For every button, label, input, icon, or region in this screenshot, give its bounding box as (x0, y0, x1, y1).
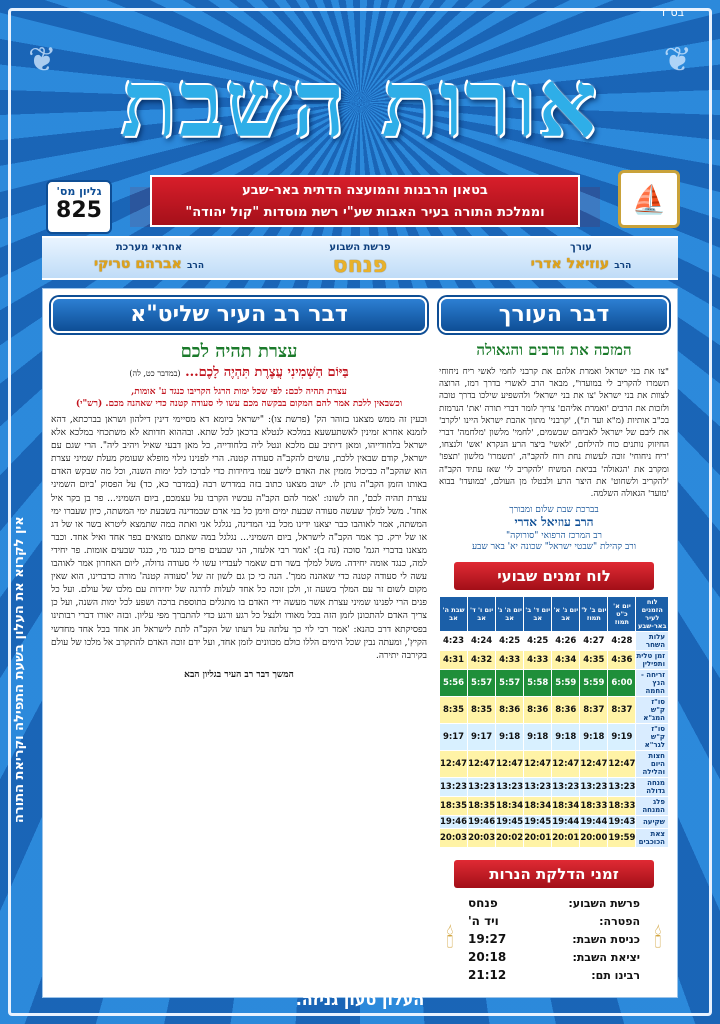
zmanim-cell: 4:34 (552, 651, 580, 670)
ribbon-line-1: בטאון הרבנות והמועצה הדתית באר-שבע (242, 183, 488, 198)
zmanim-cell: 5:57 (468, 670, 496, 697)
zmanim-row (440, 778, 669, 797)
zmanim-row (440, 829, 669, 848)
zmanim-day-header: יום ג' א' אב (552, 597, 580, 632)
zmanim-cell: 4:33 (524, 651, 552, 670)
zmanim-heading: לוח זמנים שבועי (454, 562, 654, 590)
zmanim-cell: 12:47 (468, 751, 496, 778)
candles-key: כניסת השבת: (572, 932, 640, 946)
editor-cell (506, 242, 656, 272)
zmanim-row (440, 670, 669, 697)
rashi-line-2: וכשבאין ללכת אמר להם המקום בבקשה מכם עשו לי סעודה קטנה כדי שאהנה מכם. (רש"י) (75, 399, 403, 409)
corner-ornament-icon: ❦ (28, 40, 57, 80)
zmanim-row (440, 724, 669, 751)
content-page (42, 288, 678, 998)
zmanim-cell: 9:17 (468, 724, 496, 751)
zmanim-cell: 18:35 (440, 797, 468, 816)
zmanim-cell: 13:23 (440, 778, 468, 797)
rav-column (51, 297, 427, 680)
zmanim-row-label: סו"ז ק"ש המג"א (636, 697, 669, 724)
zmanim-cell: 13:23 (468, 778, 496, 797)
info-bar (42, 236, 678, 280)
editor-subheading: המזכה את הרבים והגאולה (476, 341, 632, 359)
parasha-label: פרשת השבוע (329, 242, 391, 253)
zmanim-cell: 18:33 (580, 797, 608, 816)
zmanim-cell: 8:35 (468, 697, 496, 724)
zmanim-row-label: מנחה גדולה (636, 778, 669, 797)
zmanim-cell: 5:56 (440, 670, 468, 697)
ribbon-line-2: וממלכת התורה בעיר האבות שע"י רשת מוסדות "קול יהודה" (185, 205, 545, 220)
candles-value: 20:18 (468, 950, 507, 965)
issue-label: גליון מס' (56, 185, 102, 198)
resp-name: אברהם טריקי (93, 256, 182, 272)
zmanim-row-label: זריחה - הנץ החמה (636, 670, 669, 697)
zmanim-cell: 18:33 (608, 797, 636, 816)
candles-key: פרשת השבוע: (568, 896, 640, 910)
issue-box (46, 180, 112, 234)
parasha-cell (285, 242, 435, 278)
verse-ref: (במדבר כט, לה) (129, 369, 181, 378)
zmanim-cell: 4:36 (608, 651, 636, 670)
zmanim-row-label: חצות היום והלילה (636, 751, 669, 778)
editor-label: עורך (570, 242, 592, 253)
zmanim-day-header: יום ד' ב' אב (524, 597, 552, 632)
candles-row (465, 930, 643, 948)
zmanim-row (440, 651, 669, 670)
candles-row (465, 894, 643, 912)
ship-emblem-icon: ⛵ (618, 170, 680, 228)
zmanim-row (440, 697, 669, 724)
zmanim-cell: 19:43 (608, 817, 636, 828)
zmanim-cell: 20:01 (524, 829, 552, 848)
candles-row (465, 912, 643, 930)
parasha-name: פנחס (332, 253, 388, 278)
zmanim-cell: 12:47 (440, 751, 468, 778)
zmanim-cell: 18:34 (552, 797, 580, 816)
zmanim-cell: 8:35 (440, 697, 468, 724)
zmanim-cell: 12:47 (524, 751, 552, 778)
zmanim-corner: לוח הזמנים לעיר באר-שבע (636, 597, 669, 632)
zmanim-cell: 12:47 (552, 751, 580, 778)
zmanim-cell: 4:31 (440, 651, 468, 670)
zmanim-cell: 18:34 (496, 797, 524, 816)
zmanim-cell: 5:57 (496, 670, 524, 697)
editor-column (439, 297, 669, 984)
zmanim-cell: 4:25 (496, 632, 524, 651)
sig-line-2: ורב קהילת "שבטי ישראל" שכונה יא' באר שבע (471, 542, 637, 553)
zmanim-table (439, 596, 669, 848)
zmanim-cell: 19:59 (608, 829, 636, 848)
zmanim-cell: 4:23 (440, 632, 468, 651)
zmanim-cell: 20:02 (496, 829, 524, 848)
zmanim-cell: 9:18 (496, 724, 524, 751)
candles-value: 19:27 (468, 932, 507, 947)
zmanim-cell: 5:59 (580, 670, 608, 697)
rashi-quote (51, 386, 427, 410)
zmanim-cell: 13:23 (552, 778, 580, 797)
zmanim-cell: 13:23 (496, 778, 524, 797)
zmanim-day-header: יום א' כ"ט תמוז (608, 597, 636, 632)
candle-icon: 🕯 (654, 923, 662, 954)
candles-row (465, 966, 643, 984)
zmanim-cell: 18:35 (468, 797, 496, 816)
zmanim-row-label: שקיעה (636, 816, 669, 829)
zmanim-cell: 4:32 (468, 651, 496, 670)
zmanim-cell: 8:36 (552, 697, 580, 724)
publisher-ribbon (150, 175, 580, 227)
zmanim-cell: 8:37 (608, 697, 636, 724)
zmanim-cell: 4:24 (468, 632, 496, 651)
editor-name: עוזיאל אדרי (530, 256, 610, 272)
candles-heading: זמני הדלקת הנרות (454, 860, 654, 888)
candles-key: רבינו תם: (591, 968, 640, 982)
zmanim-cell: 4:33 (496, 651, 524, 670)
zmanim-cell: 20:03 (468, 829, 496, 848)
candles-value: 21:12 (468, 968, 507, 983)
zmanim-cell: 9:17 (440, 724, 468, 751)
zmanim-day-header: שבת ה' אב (440, 597, 468, 632)
bsd-mark: בס"ד (659, 6, 684, 19)
zmanim-row-label: סו"ז ק"ש לגר"א (636, 724, 669, 751)
zmanim-cell: 20:03 (440, 829, 468, 848)
zmanim-cell: 4:35 (580, 651, 608, 670)
candles-value: ויד ה' (468, 914, 499, 929)
publication-title: אורות השבת (121, 50, 599, 158)
rav-verse (51, 364, 427, 380)
zmanim-cell: 12:47 (496, 751, 524, 778)
zmanim-cell: 12:47 (580, 751, 608, 778)
sig-pre: בברכת שבת שלום ומבורך (509, 505, 599, 516)
zmanim-cell: 9:18 (580, 724, 608, 751)
zmanim-row-label: צאת הכוכבים (636, 829, 669, 848)
zmanim-cell: 4:26 (552, 632, 580, 651)
zmanim-cell: 9:18 (552, 724, 580, 751)
zmanim-cell: 4:25 (524, 632, 552, 651)
zmanim-cell: 8:37 (580, 697, 608, 724)
corner-ornament-icon: ❦ (663, 40, 692, 80)
zmanim-header-row (440, 597, 669, 632)
zmanim-cell: 19:44 (552, 817, 580, 828)
zmanim-cell: 8:36 (524, 697, 552, 724)
zmanim-day-header: יום ה' ג' אב (496, 597, 524, 632)
zmanim-day-header: יום ב' ל' תמוז (580, 597, 608, 632)
side-notice: אין לקרוא את העלון בשעת התפילה וקריאת התורה (12, 516, 27, 824)
editor-body: "צו את בני ישראל ואמרת אלהם את קרבני לחמי לאשי ריח ניחוחי תשמרו להקריב לי במועדו", מבאר הרב לאשרי בדרך רמז, הרוצה לצוות את בני ישראל 'צו את בני ישראל' ולהשפיע שילכו בדרך טובה ולזכות את הרבים 'ואמרת אליהם' צריך לומר דברי תורה 'את' הנרמזת בכ"ב אותיות (מ"א ועד ת"), 'קרבני' מתוך אהבת ישראל היינו 'לקרב' את ליבם של ישראל לאביהם שבשמים, 'לחמי' מלשון 'מלחמה' דברי החיזוק נותנים כוח להילחם, 'לאשי' ביצר הרע הנקרא 'אש' ולנצחו, 'ריח ניחוחי' זוכה לעשות נחת רוח להקב"ה, 'תשמרו' מלשון 'תצפו' ומקרב את 'הגאולה' בביאת המשיח 'להקריב לי' שאז עתיד הקב"ה 'להקריב ולשחוט' את היצר הרע ולבטלו מן העולם, 'במועדו' בבוא 'מועד' הגאולה השלמה. (439, 367, 669, 500)
footer-note: העלון טעון גניזה. (295, 990, 425, 1009)
candles-key: הפטרה: (599, 914, 640, 928)
rav-body: וכעין זה ממש מצאנו בזוהר הק' (פרשת צו): "ישראל ביומא דא מסיימי דינין דילהון ושראן בברכתא, דהא לזמנא אחרא זמינין לאשתעשעא במלכא לנטלא ברכאן לכל שתא. ובההוא חדותא לא משתכחי במלכא אלא ישראל בלחודייהו, ומאן דיתיב עם מלכא ונטל ליה בלחודייה, כל מאן דבעי שאיל ויהיב ליה". הרי שגם עם ישראל, קודם שבאין ללכת, עושים להקב"ה סעודה קטנה. הרי לפנינו גילוי מופלא שעומק מעלת שמיני עצרת הוא שהקב"ה כביכול מזמין את האדם לישב עמו ביחידות כדי לברכו לכל ימות השנה, וכל מה שבקש האדם באותו הזמן הקב"ה נותן לו. ישוב מצאנו כתוב בזה במדרש רבה (במדבר כא, כד) על הפסוק 'ביום השמיני עצרת תהיה לכם', וזה לשונו: 'אמר להם הקב"ה עכשיו הקרבו על עצמכם, ביום השמיני... פר בן בקר איל אחד'. משל למלך שעשה סעודה שבעת ימים וזימן כל בני אדם שבמדינה בשבעת ימי המשתה, כיון שעברו ימי המשתה, אמר לאוהבו כבר יצאנו ידינו מכל בני המדינה, נגלגל אני ואתה במה שתמצא ליטרא בשר או של דג או של ירק. כך אמר הקב"ה לישראל, ביום השמיני... נגלגל במה שאתם מוצאים בפר אחד ואיל אחד. וכבר מצאנו בדברי הגמ' סוכה (נה ב): 'אמר רבי אלעזר, הני שבעים פרים כנגד מי, כנגד שבעים אומות. פר יחידי למה, כנגד אומה יחידה. משל למלך בשר ודם שאמר לעבדיו עשו לי סעודה גדולה, ליום האחרון אמר לאוהבו עשה לי סעודה קטנה כדי שאהנה ממך'. הנה כי כן גם לשון זה של 'סעודה קטנה' מורה כדברינו, הוא שאין מקום לשום זר עם המלך בשעה זו, ולכן זוכה כל אחד לעלות לדרגה של יחידות עם מלכו של עולם. ועל כל פנים הרי לפנינו שמיני עצרת אשר מעשה ידי האדם בו מתגלים בתוספת ברכה ושפע לכל ימות השנה, ועל כן צריך האדם להתכונן לזמן הזה בכל מאודו ולנצל כל רגע ורגע כדי להתברך מפי עליון. ובזה יאורו דברי רבותינו בפסיקתא דרב כהנא: 'אמר רבי לוי כך עלתה על דעתו של הקב"ה לתת לישראל חג אחד בכל אחד מחדשי הקיץ', ומעתה נבין שכל הימים הללו כולם מכוונים לזמן אחד, ועל ידם זוכה האדם להתקרב אל מלכו של עולם בקירבה יתירה. (51, 415, 427, 661)
resp-prefix: הרב (186, 261, 205, 271)
verse-text: בַּיּוֹם הַשְּׁמִינִי עֲצֶרֶת תִּהְיֶה לָכֶם... (185, 365, 349, 380)
zmanim-cell: 18:34 (524, 797, 552, 816)
zmanim-cell: 5:59 (552, 670, 580, 697)
candle-icon: 🕯 (446, 923, 454, 954)
zmanim-day-header: יום ו' ד' אב (468, 597, 496, 632)
zmanim-row (440, 632, 669, 651)
candles-box (439, 894, 669, 984)
zmanim-cell: 19:44 (580, 817, 608, 828)
zmanim-cell: 12:47 (608, 751, 636, 778)
zmanim-cell: 20:00 (580, 829, 608, 848)
zmanim-cell: 13:23 (524, 778, 552, 797)
editor-heading: דבר העורך (439, 297, 669, 333)
resp-cell (64, 242, 234, 272)
zmanim-cell: 19:45 (496, 817, 524, 828)
zmanim-cell: 19:45 (524, 817, 552, 828)
zmanim-row-label: עלות השחר (636, 632, 669, 651)
zmanim-row (440, 751, 669, 778)
zmanim-row-label: זמן טלית ותפילין (636, 651, 669, 670)
rav-continue: המשך דבר רב העיר בגליון הבא (184, 669, 294, 680)
rav-subheading: עצרת תהיה לכם (180, 341, 298, 362)
candles-table (465, 894, 643, 984)
editor-signature (439, 504, 669, 552)
sig-name: הרב עוזיאל אדרי (514, 515, 594, 530)
candles-row (465, 948, 643, 966)
resp-label: אחראי מערכת (115, 242, 183, 253)
zmanim-cell: 9:19 (608, 724, 636, 751)
zmanim-cell: 4:27 (580, 632, 608, 651)
rav-heading: דבר רב העיר שליט"א (51, 297, 427, 333)
zmanim-cell: 6:00 (608, 670, 636, 697)
zmanim-cell: 9:18 (524, 724, 552, 751)
zmanim-cell: 4:28 (608, 632, 636, 651)
candles-value: פנחס (468, 896, 498, 911)
rashi-line-1: עצרת תהיה לכם: לפי שכל ימות הרגל הקריבו כנגד ע' אומות, (131, 387, 347, 397)
zmanim-row (440, 797, 669, 816)
zmanim-cell: 19:46 (440, 817, 468, 828)
zmanim-cell: 5:58 (524, 670, 552, 697)
zmanim-cell: 13:23 (580, 778, 608, 797)
zmanim-cell: 20:01 (552, 829, 580, 848)
sig-line-1: רב המרכז הרפואי "סורוקה" (506, 531, 602, 542)
zmanim-cell: 13:23 (608, 778, 636, 797)
zmanim-cell: 19:46 (468, 817, 496, 828)
issue-number: 825 (56, 198, 102, 223)
zmanim-cell: 8:36 (496, 697, 524, 724)
zmanim-row (440, 816, 669, 829)
editor-prefix: הרב (614, 261, 632, 271)
candles-key: יציאת השבת: (572, 950, 640, 964)
zmanim-row-label: פלג המנחה (636, 797, 669, 816)
